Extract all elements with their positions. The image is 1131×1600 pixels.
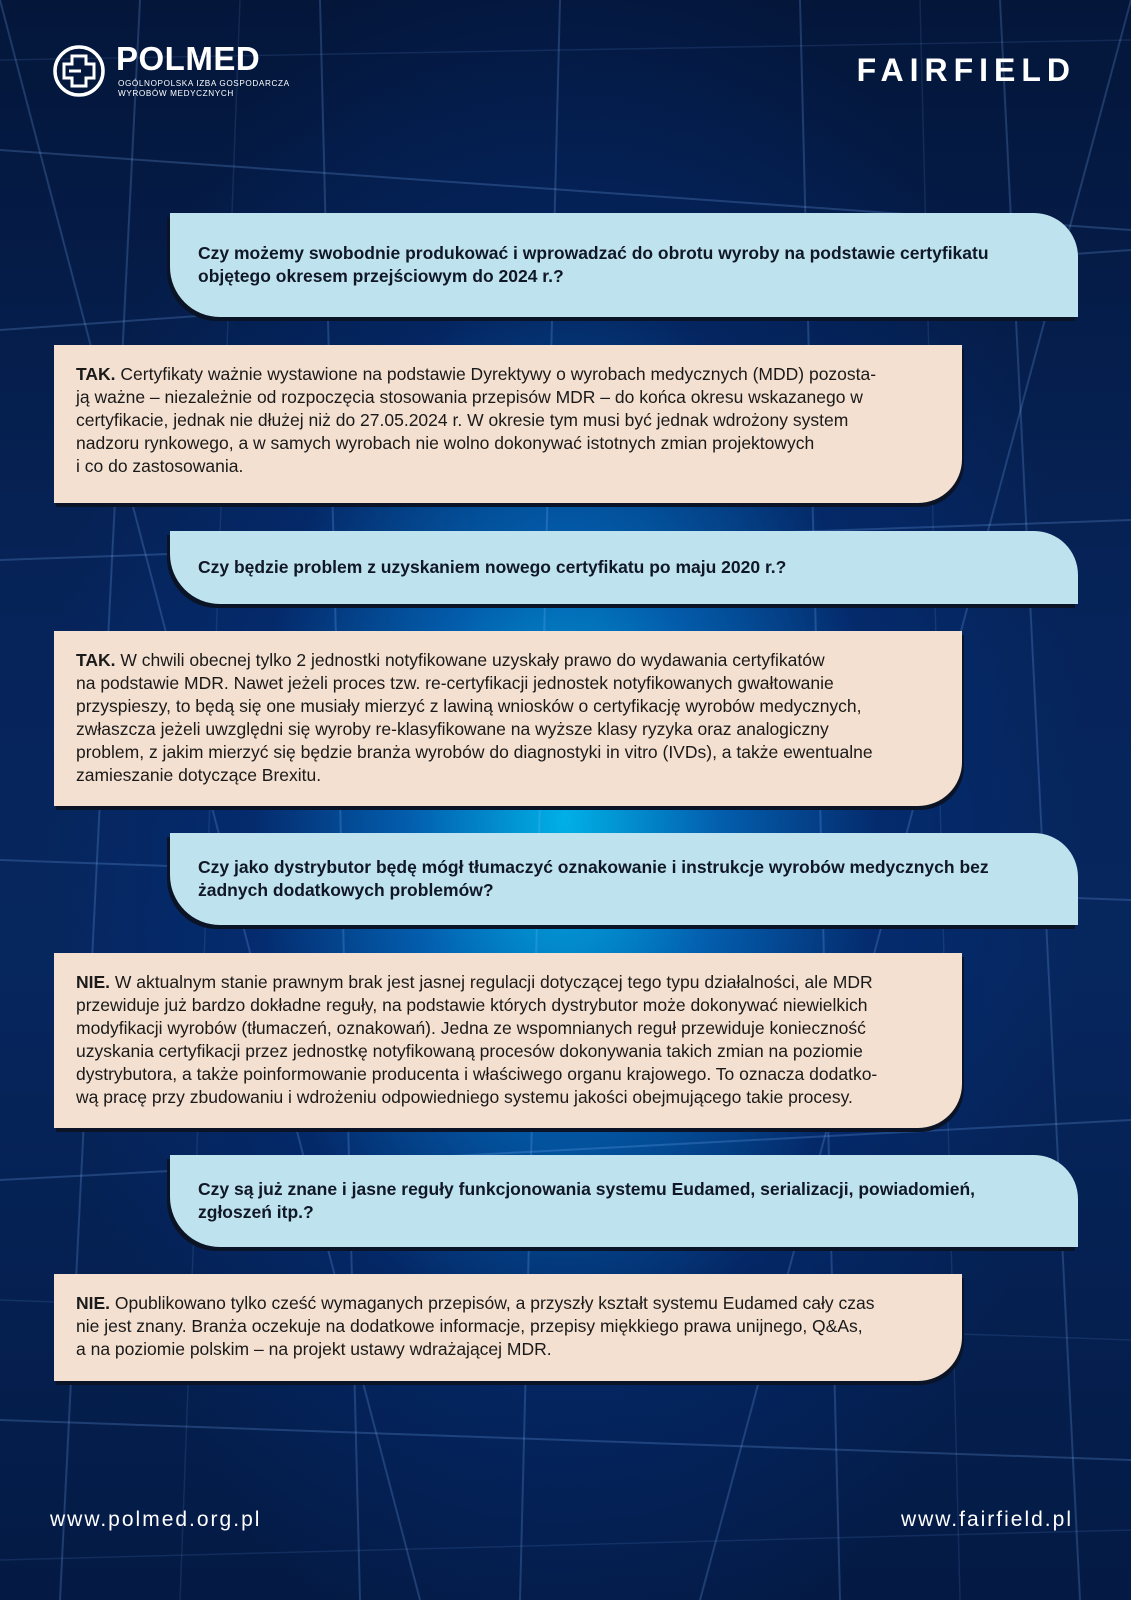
question-text-4 [198, 1178, 975, 1224]
answer-line [76, 649, 934, 672]
answer-line-text: Certyfikaty ważnie wystawione na podstawie Dyrektywy o wyrobach medycznych (MDD) pozosta- [115, 364, 877, 384]
question-bubble-3 [170, 833, 1078, 925]
answer-bubble-3 [54, 953, 962, 1128]
question-line: zgłoszeń itp.? [198, 1202, 314, 1222]
fairfield-website-link[interactable]: www.fairfield.pl [900, 1508, 1073, 1531]
answer-lead: NIE. [76, 972, 111, 992]
answer-line: zamieszanie dotyczące Brexitu. [76, 765, 322, 785]
answer-bubble-4 [54, 1274, 962, 1381]
answer-line: nie jest znany. Branża oczekuje na dodatkowe informacje, przepisy miękkiego prawa unijnego, Q&As, [76, 1316, 863, 1336]
polmed-name: POLMED [116, 40, 261, 77]
answer-line-text: W aktualnym stanie prawnym brak jest jasnej regulacji dotyczącej tego typu działalności, ale MDR [110, 972, 873, 992]
answer-lead: NIE. [76, 1293, 111, 1313]
answer-lead: TAK. [76, 364, 116, 384]
answer-line [76, 363, 934, 386]
answer-bubble-2 [54, 631, 962, 806]
question-line: Czy jako dystrybutor będę mógł tłumaczyć oznakowanie i instrukcje wyrobów medycznych bez [198, 857, 989, 877]
answer-line: a na poziomie polskim – na projekt ustawy wdrażającej MDR. [76, 1339, 552, 1359]
question-line: Czy możemy swobodnie produkować i wprowadzać do obrotu wyroby na podstawie certyfikatu [198, 243, 989, 263]
polmed-emblem-icon [52, 44, 106, 98]
answer-line: ją ważne – niezależnie od rozpoczęcia stosowania przepisów MDR – do końca okresu wskazanego w [76, 387, 863, 407]
answer-line-text: Opublikowano tylko cześć wymaganych przepisów, a przyszły kształt systemu Eudamed cały czas [110, 1293, 875, 1313]
answer-line: zwłaszcza jeżeli uwzględni się wyroby re-klasyfikowane na wyższe klasy ryzyka oraz analogiczny [76, 719, 829, 739]
fairfield-logo: FAIRFIELD [856, 52, 1076, 88]
answer-line: wą pracę przy zbudowaniu i wdrożeniu odpowiedniego systemu jakości obejmującego takie procesy. [76, 1087, 853, 1107]
answer-line: nadzoru rynkowego, a w samych wyrobach nie wolno dokonywać istotnych zmian projektowych [76, 433, 815, 453]
question-line: objętego okresem przejściowym do 2024 r.? [198, 266, 564, 286]
answer-line: przyspieszy, to będą się one musiały mierzyć z lawiną wniosków o certyfikację wyrobów medycznych, [76, 696, 862, 716]
answer-line: przewiduje już bardzo dokładne reguły, na podstawie których dystrybutor może dokonywać niewielkich [76, 995, 868, 1015]
answer-lead: TAK. [76, 650, 116, 670]
answer-line-text: W chwili obecnej tylko 2 jednostki notyfikowane uzyskały prawo do wydawania certyfikatów [115, 650, 825, 670]
answer-line: modyfikacji wyrobów (tłumaczeń, oznakowań). Jedna ze wspomnianych reguł przewiduje konieczność [76, 1018, 866, 1038]
answer-line [76, 971, 934, 994]
answer-line: i co do zastosowania. [76, 456, 244, 476]
polmed-subtitle [118, 79, 308, 99]
polmed-subtitle-line-2: WYROBÓW MEDYCZNYCH [118, 89, 234, 98]
polmed-logo [52, 42, 292, 104]
answer-bubble-1 [54, 345, 962, 503]
question-bubble-4 [170, 1155, 1078, 1247]
question-bubble-2 [170, 531, 1078, 604]
answer-line: certyfikacie, jednak nie dłużej niż do 27.05.2024 r. W okresie tym musi być jednak wdrożony system [76, 410, 849, 430]
answer-line: dystrybutora, a także poinformowanie producenta i właściwego organu krajowego. To oznacza dodatko- [76, 1064, 878, 1084]
question-line: Czy są już znane i jasne reguły funkcjonowania systemu Eudamed, serializacji, powiadomień, [198, 1179, 976, 1199]
question-line: żadnych dodatkowych problemów? [198, 880, 494, 900]
question-bubble-1 [170, 213, 1078, 317]
question-text-1 [198, 242, 989, 288]
question-text-2 [198, 556, 786, 579]
question-line: Czy będzie problem z uzyskaniem nowego certyfikatu po maju 2020 r.? [198, 557, 787, 577]
answer-line [76, 1292, 934, 1315]
answer-line: uzyskania certyfikacji przez jednostkę notyfikowaną procesów dokonywania takich zmian na poziomie [76, 1041, 863, 1061]
answer-line: na podstawie MDR. Nawet jeżeli proces tzw. re-certyfikacji jednostek notyfikowanych gwałtowanie [76, 673, 834, 693]
answer-line: problem, z jakim mierzyć się będzie branża wyrobów do diagnostyki in vitro (IVDs), a także ewentualne [76, 742, 873, 762]
question-text-3 [198, 856, 989, 902]
polmed-subtitle-line-1: OGÓLNOPOLSKA IZBA GOSPODARCZA [118, 79, 290, 88]
polmed-website-link[interactable]: www.polmed.org.pl [50, 1508, 262, 1531]
